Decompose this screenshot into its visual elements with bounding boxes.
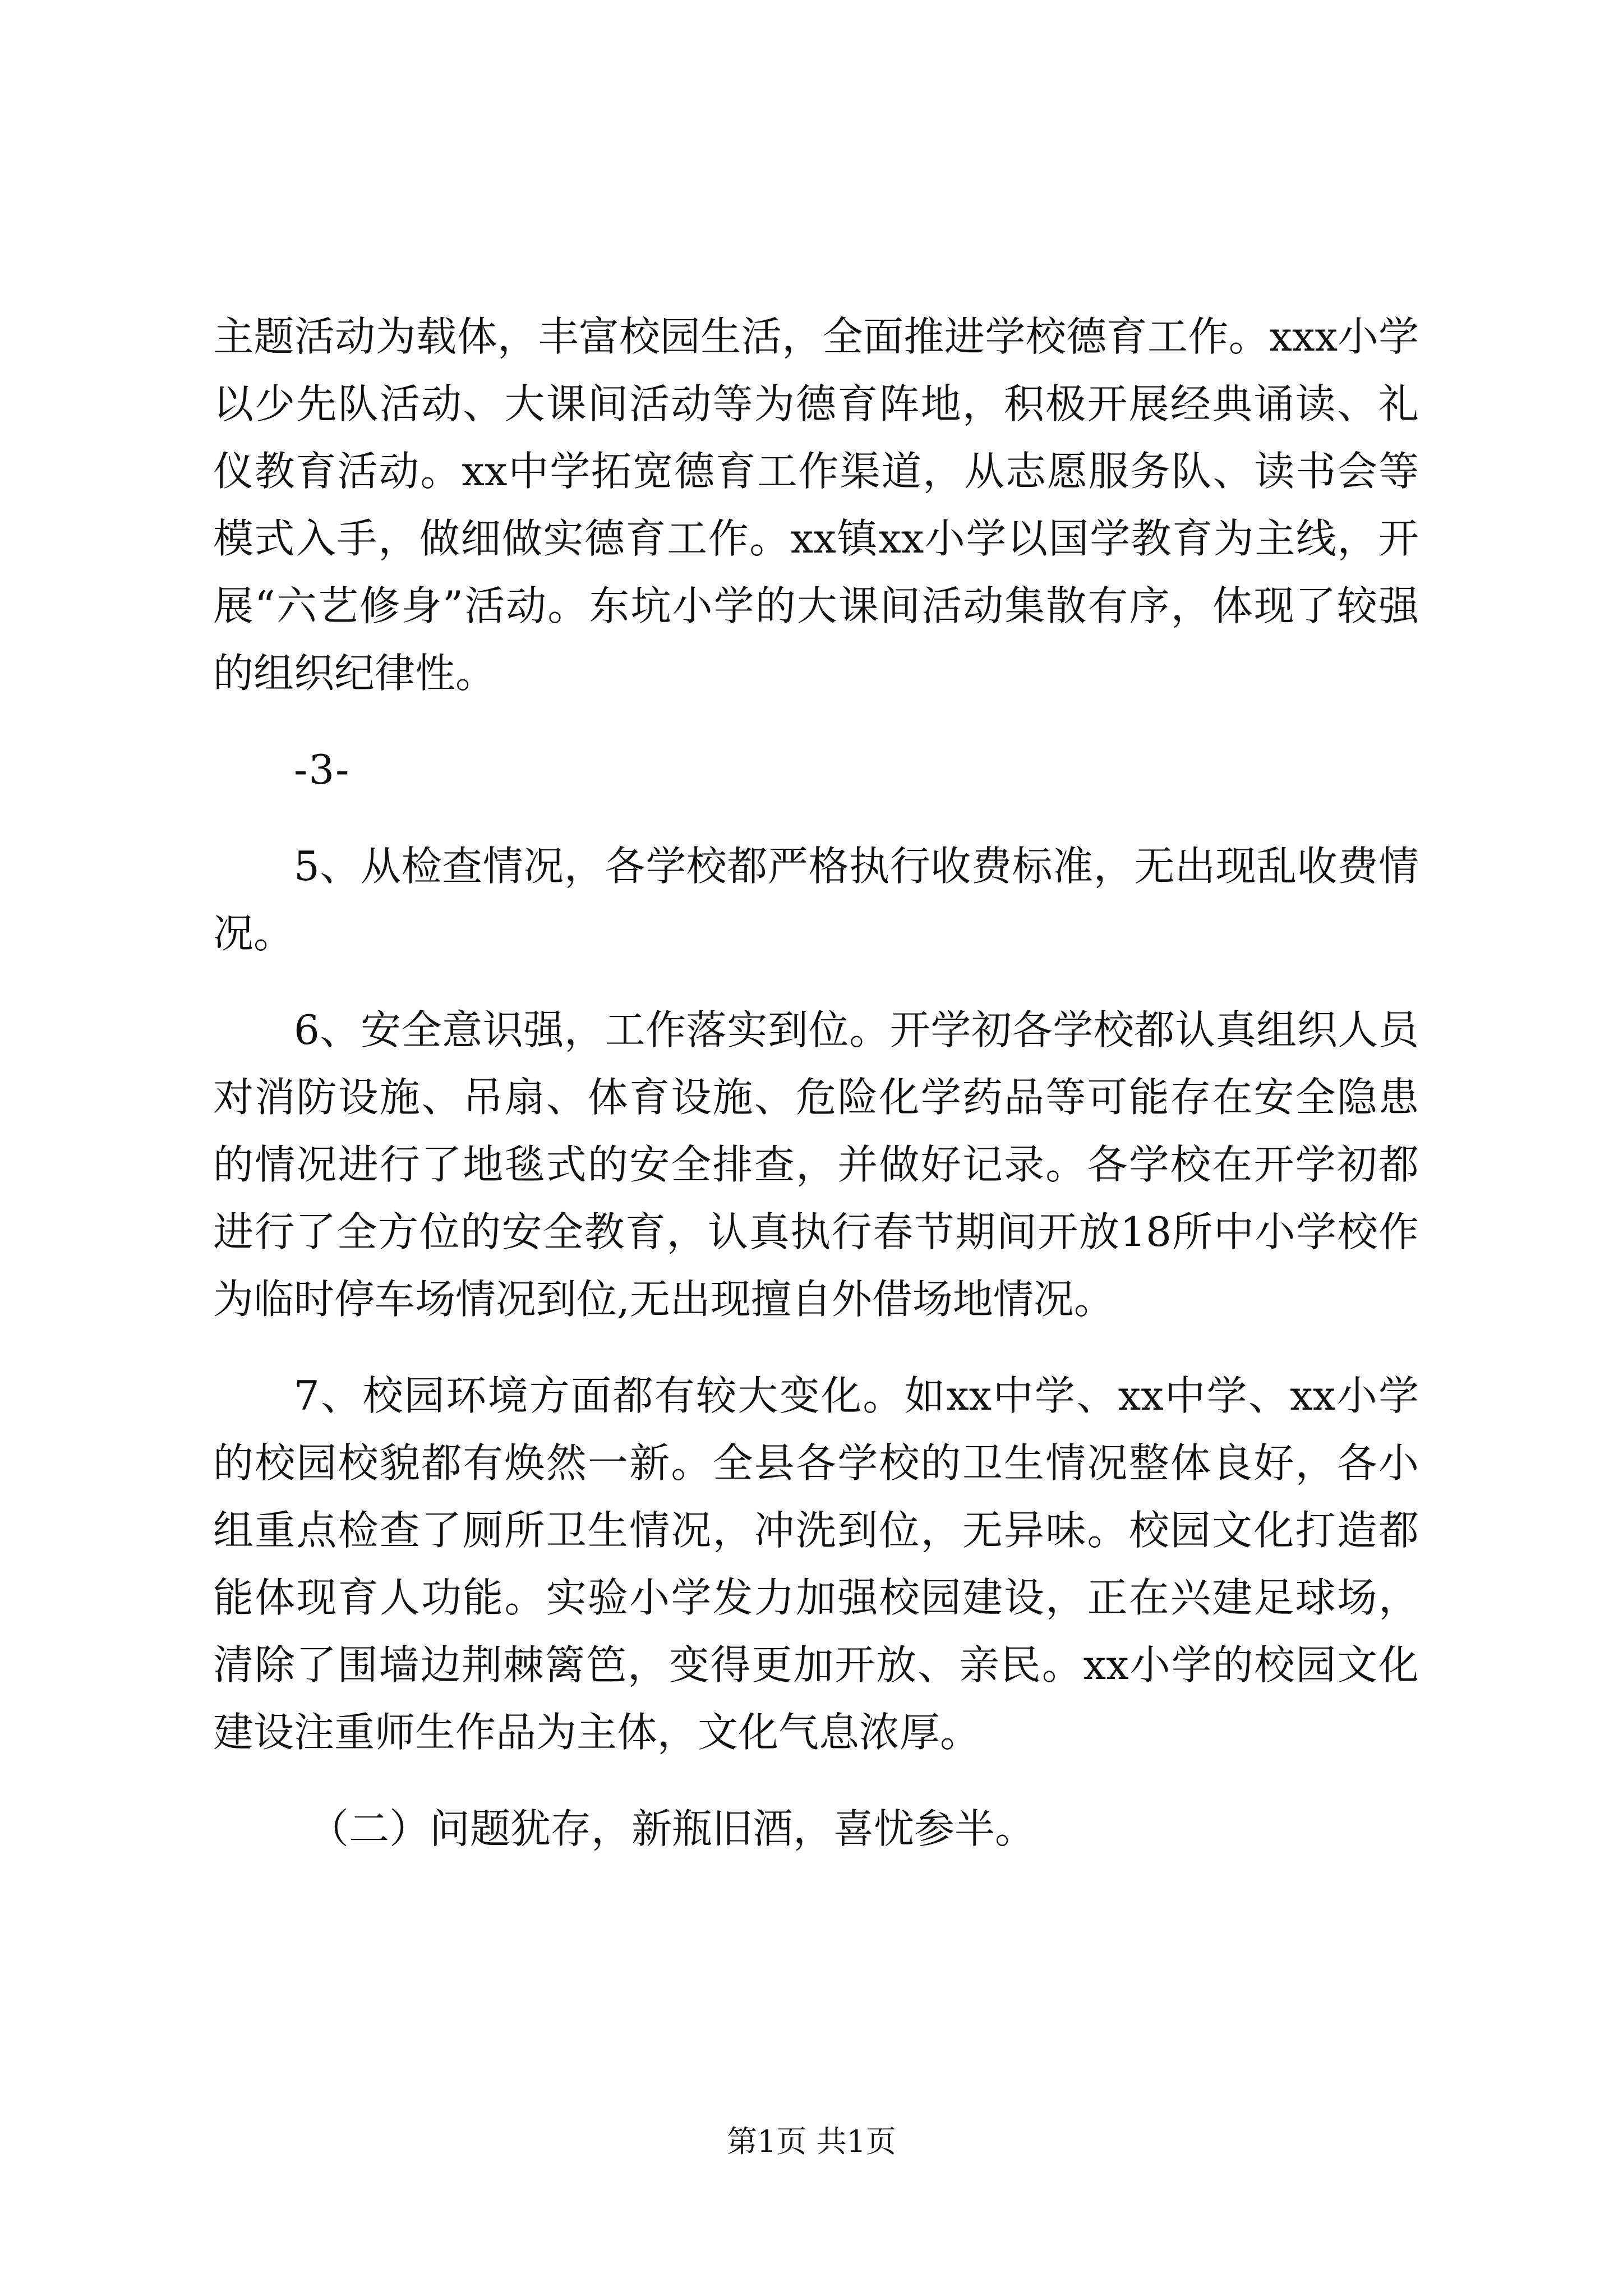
section-heading-problems: （二）问题犹存，新瓶旧酒，喜忧参半。: [308, 1805, 1036, 1852]
paragraph-item-6: 6、安全意识强，工作落实到位。开学初各学校都认真组织人员对消防设施、吊扇、体育设施、危险化学药品等可能存在安全隐患的情况进行了地毯式的安全排查，并做好记录。各学校在开学初都进行了全方位的安全教育，认真执行春节期间开放18所中小学校作为临时停车场情况到位,无出现擅自外借场地情况。: [213, 1006, 1419, 1323]
paragraph-item-7: 7、校园环境方面都有较大变化。如xx中学、xx中学、xx小学的校园校貌都有焕然一新。全县各学校的卫生情况整体良好，各小组重点检查了厕所卫生情况，冲洗到位，无异味。校园文化打造都能体现育人功能。实验小学发力加强校园建设，正在兴建足球场，清除了围墙边荆棘篱笆，变得更加开放、亲民。xx小学的校园文化建设注重师生作品为主体，文化气息浓厚。: [213, 1372, 1419, 1756]
document-body: [213, 303, 1419, 1892]
paragraph-item-5: 5、从检查情况，各学校都严格执行收费标准，无出现乱收费情况。: [213, 843, 1419, 957]
page-marker: -3-: [294, 746, 351, 793]
paragraph-moral-education: 主题活动为载体，丰富校园生活，全面推进学校德育工作。xxx小学以少先队活动、大课间活动等为德育阵地，积极开展经典诵读、礼仪教育活动。xx中学拓宽德育工作渠道，从志愿服务队、读书会等模式入手，做细做实德育工作。xx镇xx小学以国学教育为主线，开展“六艺修身”活动。东坑小学的大课间活动集散有序，体现了较强的组织纪律性。: [213, 313, 1419, 697]
page-footer: 第1页 共1页: [727, 2124, 896, 2159]
